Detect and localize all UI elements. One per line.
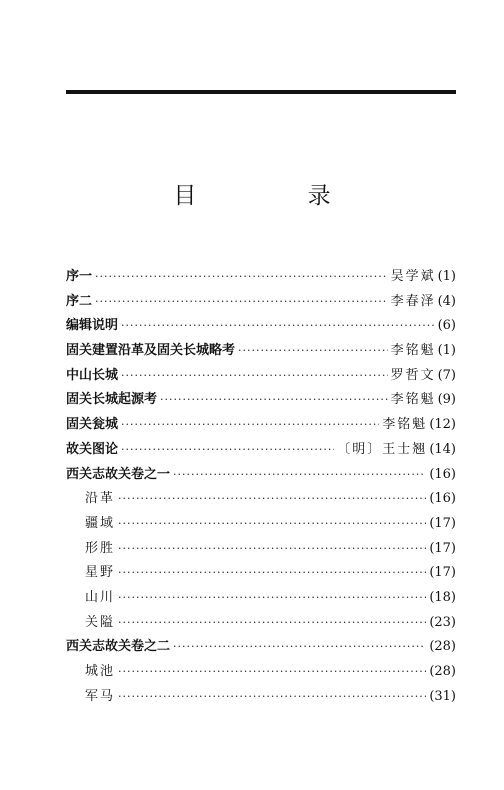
entry-author: 〔明〕王士翘 [337, 441, 428, 457]
toc-entry[interactable] [66, 265, 456, 290]
entry-page-number: (23) [429, 614, 456, 630]
dot-leader [95, 265, 388, 290]
entry-title: 固关建置沿革及固关长城略考 [66, 343, 236, 359]
entry-title: 沿革 [85, 491, 116, 507]
entry-page-number: (6) [437, 318, 456, 334]
entry-title: 关隘 [85, 614, 116, 630]
toc-entry[interactable] [66, 438, 456, 463]
toc-subentry[interactable] [66, 561, 456, 586]
entry-page-number: (4) [437, 293, 456, 309]
entry-author: 李铭魁 [390, 343, 436, 359]
dot-leader [118, 561, 426, 586]
entry-page-number: (16) [429, 491, 456, 507]
entry-page-number: (17) [429, 540, 456, 556]
entry-author: 吴学斌 [390, 269, 436, 284]
entry-title: 编辑说明 [66, 318, 119, 334]
page-title: 目 录 [173, 183, 383, 209]
dot-leader [118, 512, 426, 537]
entry-title: 形胜 [85, 540, 116, 556]
entry-page-number: (1) [437, 343, 456, 359]
toc-entry[interactable] [66, 364, 456, 389]
toc-subentry[interactable] [66, 685, 456, 710]
entry-author: 李铭魁 [390, 392, 436, 408]
entry-page-number: (12) [429, 417, 456, 433]
entry-page-number: (18) [429, 589, 456, 605]
dot-leader [238, 339, 388, 364]
toc-entry[interactable] [66, 314, 456, 339]
entry-title: 中山长城 [66, 367, 119, 383]
entry-title: 城池 [85, 664, 116, 679]
dot-leader [118, 487, 426, 512]
toc-entry[interactable] [66, 463, 456, 488]
entry-title: 星野 [85, 565, 116, 581]
entry-page-number: (28) [429, 639, 456, 655]
toc-subentry[interactable] [66, 611, 456, 636]
toc-entry[interactable] [66, 339, 456, 364]
dot-leader [121, 413, 379, 438]
dot-leader [118, 660, 426, 685]
toc-entry[interactable] [66, 388, 456, 413]
dot-leader [160, 388, 388, 413]
toc-subentry[interactable] [66, 586, 456, 611]
entry-author: 李春泽 [390, 293, 436, 309]
entry-title: 固关长城起源考 [66, 392, 158, 408]
dot-leader [121, 364, 388, 389]
entry-page-number: (31) [429, 688, 456, 704]
dot-leader [118, 685, 426, 710]
header-rule [66, 90, 456, 94]
dot-leader [121, 314, 435, 339]
entry-page-number: (17) [429, 515, 456, 531]
entry-page-number: (1) [437, 269, 456, 284]
entry-page-number: (9) [437, 392, 456, 408]
toc-subentry[interactable] [66, 537, 456, 562]
dot-leader [121, 438, 334, 463]
entry-title: 固关瓮城 [66, 417, 119, 433]
toc-entry[interactable] [66, 290, 456, 315]
entry-title: 故关图论 [66, 441, 119, 457]
entry-page-number: (14) [429, 441, 456, 457]
entry-page-number: (7) [437, 367, 456, 383]
entry-page-number: (16) [429, 466, 456, 482]
entry-title: 疆域 [85, 515, 116, 531]
dot-leader [173, 463, 426, 488]
entry-title: 序二 [66, 293, 93, 309]
dot-leader [118, 537, 426, 562]
table-of-contents [66, 265, 456, 709]
entry-author: 罗哲文 [390, 367, 436, 383]
entry-page-number: (28) [429, 664, 456, 679]
entry-title: 军马 [85, 688, 116, 704]
toc-subentry[interactable] [66, 660, 456, 685]
dot-leader [118, 611, 426, 636]
entry-author: 李铭魁 [382, 417, 428, 433]
entry-page-number: (17) [429, 565, 456, 581]
toc-entry[interactable] [66, 635, 456, 660]
entry-title: 山川 [85, 589, 116, 605]
entry-title: 西关志故关卷之一 [66, 466, 171, 482]
toc-entry[interactable] [66, 413, 456, 438]
dot-leader [173, 635, 426, 660]
entry-title: 西关志故关卷之二 [66, 639, 171, 655]
toc-subentry[interactable] [66, 487, 456, 512]
entry-title: 序一 [66, 269, 93, 284]
dot-leader [95, 290, 388, 315]
dot-leader [118, 586, 426, 611]
toc-subentry[interactable] [66, 512, 456, 537]
